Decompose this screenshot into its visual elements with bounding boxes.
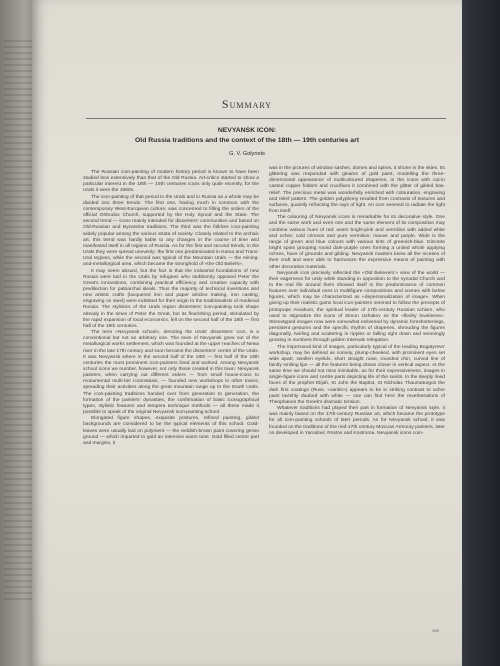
- paragraph: The term «Nevyansk school», denoting the Urals' dissenters' icon, is a conventional but not an arbitrary one. The town of Nevyansk grew out of the metallurgical works settlement, which was founded at the upper reaches of Neiva river in the late 17th century and soon became the dissenters' centre of the Urals. It was Nevyansk where in the second half of the 18th — first half of the 19th centuries the most prominent icon-painters lived and worked. Among Nevyansk school icons we number, however, not only those created in this town: Nevyansk painters, when carrying out different orders — from small house-icons to monumental multi-tier iconostasis, — founded new workshops in other towns, spreading their activities along the great mountain range up to the South Urals. The icon-painting traditions handed over from generation to generation, the formation of the painters' dynasties, the confirmation of basic iconographical types, stylistic features and tempera technique methods — all these made it possible to speak of the original Nevyansk icon-painting school.: [83, 330, 260, 416]
- page-heading: Summary: [221, 97, 273, 111]
- page-number: 199: [432, 628, 439, 633]
- paragraph: It may seem absurd, but the fact is that the industrial foundations of new Russia were laid in the Urals by refugees who stubbornly opposed Peter the Great's innovations, combining practical efficiency and creative capacity with predilection for patriarchal ideals. Thus the majority of technical inventions and new artistic crafts (lacquered iron and paper articles making, iron casting, engraving on steel) were indebted for their origin to the traditionalists of medieval Russia. The stylistics of the Urals region dissenters' icon-painting took shape already in the times of Peter the Great, but its flourishing period, stimulated by the rapid expansion of local economics, fell on the second half of the 18th — first half of the 19th centuries.: [83, 268, 259, 329]
- article-author: G. V. Golynets: [229, 151, 265, 157]
- paragraph: Nevyansk icon precisely reflected the «Old Believers'» view of the world — their eagerness for unity while standing in opposition to the synodal Church and to the real life around them showed itself in the predominance of common features over individual ones in multifigure compositions and scenes with below figures, which may be characterized as «depersonalization of image». When giving up their realistic gains local icon-painters seemed to follow the precepts of protopope Avvakum, the spiritual leader of 17th-century Russian schism, who used to stigmatize the icons of Simon Ushakov as the «fleshy loveliness». Stereotyped images now were somewhat enlivened by dynamic foreshortenings, persistent gestures and the specific rhythm of draperies, shrouding the figures diagonally, twirling and scattering in ripples or falling right down and seemingly growing in numbers through golden intervals relegation.: [269, 270, 445, 344]
- heading-rule: [86, 118, 446, 119]
- paragraph: Whatever traditions had played their part in formation of Nevyansk style, it was mainly based on the 17th-century Russian art, which became the prototype for all icon-painting schools of later periods. As for Nevyansk school, it was founded on the traditions of the mid-17th century Moscow Armoury painters, later on developed in Yaroslavl, Rostov and Kostroma. Nevyansk icons com-: [269, 406, 445, 436]
- bleed-through-text: [4, 40, 34, 600]
- article-title-line-1: NEVYANSK ICON:: [217, 127, 277, 134]
- right-text-column: [269, 166, 445, 437]
- left-text-column: [83, 170, 259, 447]
- paragraph: The icon-painting of that period in the Urals and in Russia as a whole may be divided into three trends. The first one, having much in common with the contemporary West-European culture, was concerned to filling the orders of the official Orthodox Church, supported by the Holy Synod and the State. The second trend — icons mainly intended for dissenters' communities and based on Old-Russian and Byzantine traditions. The third was the folklore icon-painting widely popular among the various strata of society. Closely related to the archaic art, this trend was hardly liable to any changes in the course of time and manifested itself in all regions of Russia. As for the first and second trends, in the Urals they were spread unevenly: the first one predominated in Kama and Trans-Ural regions, while the second was typical of the Mountain Urals — the mining-and-metallurgical area, which became the stronghold of «the Old Beliefs».: [83, 194, 259, 268]
- right-page: [32, 0, 462, 666]
- paragraph: The impersonal kind of images, particularly typical of the leading Bogatyrevs' workshop, may be defined as comely, plump-cheeked, with prominent eyes set wide apart, swollen eyelids, short straight nose, rounded chin, curved line of faintly smiling lips — all the features being drawn closer in vertical aspect. At the same time we should not miss inimitable, as for their expressiveness, images in single-figure icons and centre parts depicting life of the saints. In the deeply lined faces of the prophet Elijah, St John the Baptist, St Nicholas Thaumaturgos the dark first coatings (Russ. «sankir») appears to be in striking contrast to ochre paint lavishly daubed with white — one can find here the reverberations of Theophanes the Greek's dramatic tension.: [269, 344, 445, 405]
- paragraph: The colouring of Nevyansk icons is remarkable for its decorative style. One and the same work and even one and the same element of its composition may combine various hues of red: warm bright-pink and vermilion with added white and ochre; cold crimson and pure vermilion; mauve and purple. Wide is the range of green and blue colours with various tints of greenish-blue. Discrete bright spots grouping round dark-purple ones forming a united whole applying ochres, hues of grounds and gilding. Nevyansk masters knew all the niceties of their craft and were able to harmonize the expressive means of painting with other decorative materials.: [269, 215, 445, 270]
- paragraph: was in the pictures of window sashes, domes and spires, it shone in the skies. Its glittering was responded with gleams of gold paint, modelling the three-dimensional appearance of multicoloured draperies, in the icons with cut-in casted copper folders and crucifixes it combined with the glitter of gilded bas-relief. The precious metal was wonderfully enriched with colouration, engraving and relief pattern. The golden polyphony resulted from contrasts of textures and surfaces, quaintly refracting the rays of light. An icon seemed to radiate the light from itself.: [269, 166, 445, 215]
- paragraph: The Russian icon-painting of modern history period is known to have been studied less extensively than that of the Old Russia. Art-critics started to show a particular interest in the 18th — 19th centuries icons only quite recently, for the Urals it were the 1980s.: [83, 170, 259, 194]
- article-title-line-2: Old Russia traditions and the context of the 18th — 19th centuries art: [135, 137, 359, 144]
- paragraph: Elongated figure shapes, exquisite postures, refined painting, gilded backgrounds are considered to be the typical elements of this school. Gold-leaves were usually laid on polyment — the reddish-brown paint covering gesso ground — which imparted to gold an intensive warm tone. Gold filled centre part and margins, it: [83, 416, 259, 446]
